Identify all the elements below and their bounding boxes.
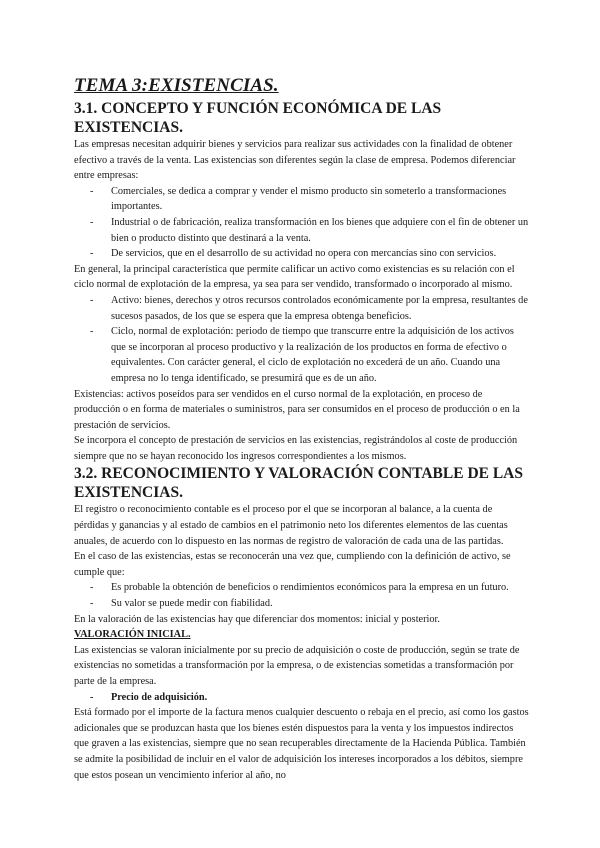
list-item: - De servicios, que en el desarrollo de su actividad no opera con mercancías sino con servicios. <box>111 246 529 262</box>
valoracion-inicial-heading: VALORACIÓN INICIAL. <box>74 629 191 641</box>
section-3-1-paragraph-4: Se incorpora el concepto de prestación de servicios en las existencias, registrándolos al coste de producción siempre que no se hayan reconocido los ingresos correspondientes a los mismos. <box>74 435 518 462</box>
precio-adquisicion-heading: - Precio de adquisición. <box>111 690 529 706</box>
section-3-2-heading: 3.2. RECONOCIMIENTO Y VALORACIÓN CONTABLE DE LAS EXISTENCIAS. <box>74 465 524 502</box>
section-3-1-heading: 3.1. CONCEPTO Y FUNCIÓN ECONÓMICA DE LAS EXISTENCIAS. <box>74 100 442 136</box>
section-3-2-paragraph-5: Está formado por el importe de la factura menos cualquier descuento o rebaja en el precio, así como los gastos adicionales que se produzcan hasta que los bienes estén dispuestos para la venta y los impuestos indirectos que graven a las existencias, siempre que no sean recuperables directamente de la Hacienda Pública. También se admite la posibilidad de incluir en el valor de adquisición los intereses incorporados a los débitos, siempre que estos posean un vencimiento inferior al año, no <box>74 707 529 781</box>
definitions-list <box>74 293 529 387</box>
section-3-2-paragraph-4: Las existencias se valoran inicialmente por su precio de adquisición o coste de producción, según se trate de existencias no sometidas a transformación por la empresa, o de existencias sometidas a transformación por parte de la empresa. <box>74 644 520 687</box>
list-item: - Industrial o de fabricación, realiza transformación en los bienes que adquiere con el fin de obtener un bien o producto distinto que destinará a la venta. <box>111 215 529 246</box>
list-item: - Ciclo, normal de explotación: periodo de tiempo que transcurre entre la adquisición de los activos que se incorporan al proceso productivo y la realización de los productos en forma de efectivo o equivalentes. Con carácter general, el ciclo de explotación no excederá de un año. Cuando una empresa no lo tenga identificado, se presumirá que es de un año. <box>111 324 529 386</box>
section-3-1-paragraph-2: En general, la principal característica que permite calificar un activo como existencias es su relación con el ciclo normal de explotación de la empresa, ya sea para ser vendido, transformado o incorporado al mismo. <box>74 263 515 291</box>
section-3-2-paragraph-2: En el caso de las existencias, estas se reconocerán una vez que, cumpliendo con la definición de activo, se cumple que: <box>74 551 511 578</box>
document-title: TEMA 3:EXISTENCIAS. <box>74 75 279 96</box>
section-3-1-paragraph-3: Existencias: activos poseídos para ser vendidos en el curso normal de la explotación, en proceso de producción o en forma de materiales o suministros, para ser consumidos en el proceso de producción o en la prestación de servicios. <box>74 388 520 431</box>
list-item: - Activo: bienes, derechos y otros recursos controlados económicamente por la empresa, resultantes de sucesos pasados, de los que se espera que la empresa obtenga beneficios. <box>111 293 529 324</box>
document-page <box>74 74 529 783</box>
company-types-list <box>74 184 529 262</box>
list-item: - Es probable la obtención de beneficios o rendimientos económicos para la empresa en un futuro. <box>111 580 529 596</box>
section-3-1-paragraph-1: Las empresas necesitan adquirir bienes y servicios para realizar sus actividades con la finalidad de obtener efectivo a través de la venta. Las existencias son diferentes según la clase de empresa. Podemos diferenciar entre empresas: <box>74 139 516 182</box>
list-item: - Comerciales, se dedica a comprar y vender el mismo producto sin someterlo a transformaciones importantes. <box>111 184 529 215</box>
section-3-2-paragraph-3: En la valoración de las existencias hay que diferenciar dos momentos: inicial y posterior. <box>74 613 440 625</box>
section-3-2-paragraph-1: El registro o reconocimiento contable es el proceso por el que se incorporan al balance, a la cuenta de pérdidas y ganancias y al estado de cambios en el patrimonio neto los diferentes elementos de las cuentas anuales, de acuerdo con lo dispuesto en las normas de registro de valoración de cada una de las partidas. <box>74 504 508 547</box>
recognition-conditions-list <box>74 580 529 611</box>
list-item: - Su valor se puede medir con fiabilidad. <box>111 596 529 612</box>
precio-adquisicion-list <box>74 690 529 706</box>
